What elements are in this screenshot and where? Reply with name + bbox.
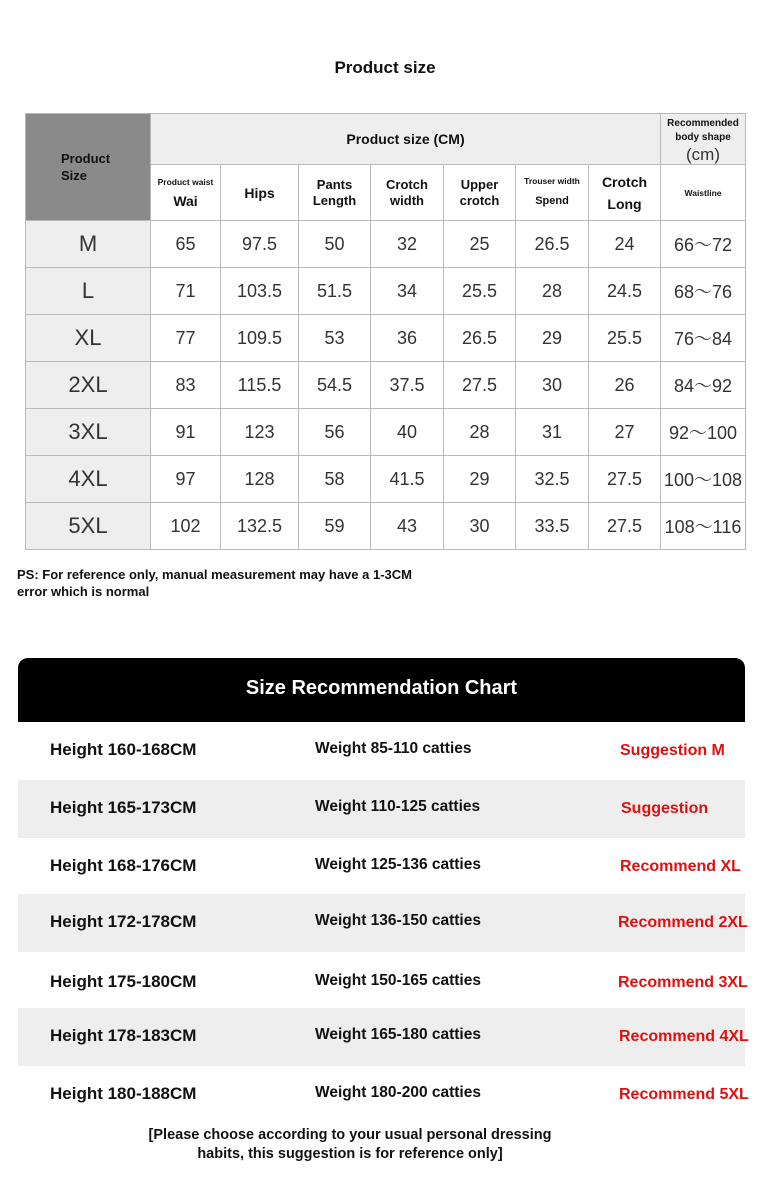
col-header-pants-length-l2: Length bbox=[312, 192, 357, 208]
footer-note-line1: [Please choose according to your usual personal dressing bbox=[148, 1127, 552, 1143]
rec-header-unit: (cm) bbox=[686, 144, 720, 164]
table-row bbox=[26, 268, 746, 315]
col-header-crotch-width-l2: width bbox=[390, 192, 424, 208]
weight-range: Weight 125-136 catties bbox=[315, 856, 481, 873]
table-cell: 27.5 bbox=[444, 362, 516, 409]
height-range: Height 175-180CM bbox=[50, 972, 197, 991]
col-header-hips bbox=[221, 165, 299, 221]
measurement-note-line2: error which is normal bbox=[17, 584, 150, 599]
table-cell: 56 bbox=[299, 409, 371, 456]
table-cell: 30 bbox=[444, 503, 516, 550]
col-header-upper-crotch bbox=[444, 165, 516, 221]
size-recommendation: Suggestion bbox=[621, 800, 709, 817]
table-cell: 26.5 bbox=[516, 221, 589, 268]
weight-range: Weight 150-165 catties bbox=[315, 972, 481, 989]
table-cell: 24.5 bbox=[589, 268, 661, 315]
page-title: Product size bbox=[334, 58, 436, 77]
size-recommendation: Recommend 4XL bbox=[619, 1028, 749, 1045]
table-cell: 33.5 bbox=[516, 503, 589, 550]
col-header-waistline-label: Waistline bbox=[684, 188, 722, 198]
recommendation-row bbox=[18, 1008, 749, 1066]
table-cell: 51.5 bbox=[299, 268, 371, 315]
table-cell: 109.5 bbox=[221, 315, 299, 362]
size-header-line2: Size bbox=[61, 168, 88, 183]
col-header-crotch-long-l2: Long bbox=[607, 195, 642, 212]
col-header-crotch-width-l1: Crotch bbox=[386, 176, 428, 192]
chart-title-banner: Size Recommendation Chart bbox=[18, 658, 745, 722]
table-cell: 27.5 bbox=[589, 456, 661, 503]
measurement-note bbox=[17, 566, 477, 600]
size-label-cell: L bbox=[26, 268, 151, 315]
table-cell: 28 bbox=[516, 268, 589, 315]
table-cell: 100～108 bbox=[661, 456, 746, 503]
col-header-hips-label: Hips bbox=[244, 184, 275, 201]
table-cell: 34 bbox=[371, 268, 444, 315]
size-recommendation: Recommend 2XL bbox=[618, 914, 748, 931]
measurement-note-line1: PS: For reference only, manual measurement may have a 1-3CM bbox=[17, 567, 412, 582]
table-row bbox=[26, 221, 746, 268]
col-header-upper-crotch-l1: Upper bbox=[460, 176, 499, 192]
table-cell: 26 bbox=[589, 362, 661, 409]
rec-header-line1: Recommended bbox=[667, 117, 739, 129]
table-row bbox=[26, 409, 746, 456]
height-range: Height 178-183CM bbox=[50, 1026, 197, 1045]
recommendation-row bbox=[18, 722, 745, 780]
product-size-header: Product size (CM) bbox=[151, 114, 661, 165]
col-header-pants-length bbox=[299, 165, 371, 221]
weight-range: Weight 85-110 catties bbox=[315, 740, 472, 757]
col-header-crotch-width bbox=[371, 165, 444, 221]
size-header-line1: Product bbox=[61, 151, 111, 166]
size-header-cell bbox=[26, 114, 151, 221]
recommendation-row bbox=[18, 780, 745, 838]
size-label-cell: 4XL bbox=[26, 456, 151, 503]
height-range: Height 168-176CM bbox=[50, 856, 197, 875]
recommendation-row bbox=[18, 894, 748, 952]
table-cell: 103.5 bbox=[221, 268, 299, 315]
table-cell: 108～116 bbox=[661, 503, 746, 550]
table-cell: 32.5 bbox=[516, 456, 589, 503]
col-header-trouser-width bbox=[516, 165, 589, 221]
size-recommendation: Suggestion M bbox=[620, 742, 725, 759]
size-label-cell: 5XL bbox=[26, 503, 151, 550]
table-cell: 97 bbox=[151, 456, 221, 503]
table-cell: 31 bbox=[516, 409, 589, 456]
table-cell: 102 bbox=[151, 503, 221, 550]
rec-header-line2: body shape bbox=[675, 131, 731, 143]
table-cell: 24 bbox=[589, 221, 661, 268]
col-header-crotch-long bbox=[589, 165, 661, 221]
size-recommendation: Recommend 3XL bbox=[618, 974, 748, 991]
weight-range: Weight 180-200 catties bbox=[315, 1084, 481, 1101]
col-header-pants-length-l1: Pants bbox=[316, 176, 353, 192]
footer-note-line2: habits, this suggestion is for reference only] bbox=[197, 1146, 503, 1162]
table-cell: 84～92 bbox=[661, 362, 746, 409]
table-cell: 26.5 bbox=[444, 315, 516, 362]
table-row bbox=[26, 315, 746, 362]
size-label-cell: M bbox=[26, 221, 151, 268]
recommendation-row bbox=[18, 954, 748, 1012]
size-table bbox=[25, 113, 746, 550]
table-cell: 40 bbox=[371, 409, 444, 456]
table-cell: 25 bbox=[444, 221, 516, 268]
table-cell: 92～100 bbox=[661, 409, 746, 456]
table-cell: 59 bbox=[299, 503, 371, 550]
recommendation-row bbox=[18, 1066, 749, 1124]
table-cell: 29 bbox=[444, 456, 516, 503]
table-cell: 41.5 bbox=[371, 456, 444, 503]
table-cell: 36 bbox=[371, 315, 444, 362]
table-cell: 25.5 bbox=[444, 268, 516, 315]
col-header-trouser-width-big: Spend bbox=[535, 195, 569, 207]
table-cell: 25.5 bbox=[589, 315, 661, 362]
table-cell: 43 bbox=[371, 503, 444, 550]
col-header-waist-big: Wai bbox=[173, 192, 198, 209]
table-cell: 132.5 bbox=[221, 503, 299, 550]
table-cell: 83 bbox=[151, 362, 221, 409]
col-header-waistline bbox=[661, 165, 746, 221]
weight-range: Weight 165-180 catties bbox=[315, 1026, 481, 1043]
table-cell: 97.5 bbox=[221, 221, 299, 268]
recommendation-row bbox=[18, 838, 745, 896]
table-cell: 66～72 bbox=[661, 221, 746, 268]
table-row bbox=[26, 456, 746, 503]
table-cell: 71 bbox=[151, 268, 221, 315]
col-header-waist-small: Product waist bbox=[157, 176, 214, 187]
size-recommendation: Recommend XL bbox=[620, 858, 741, 875]
table-cell: 27 bbox=[589, 409, 661, 456]
size-label-cell: XL bbox=[26, 315, 151, 362]
recommended-body-shape-header bbox=[661, 114, 746, 165]
table-row bbox=[26, 362, 746, 409]
table-cell: 37.5 bbox=[371, 362, 444, 409]
table-cell: 58 bbox=[299, 456, 371, 503]
table-cell: 50 bbox=[299, 221, 371, 268]
weight-range: Weight 136-150 catties bbox=[315, 912, 481, 929]
table-cell: 54.5 bbox=[299, 362, 371, 409]
table-cell: 123 bbox=[221, 409, 299, 456]
height-range: Height 165-173CM bbox=[50, 798, 197, 817]
col-header-waist bbox=[151, 165, 221, 221]
table-cell: 28 bbox=[444, 409, 516, 456]
table-cell: 91 bbox=[151, 409, 221, 456]
size-label-cell: 3XL bbox=[26, 409, 151, 456]
table-cell: 68～76 bbox=[661, 268, 746, 315]
col-header-crotch-long-l1: Crotch bbox=[601, 173, 648, 190]
height-range: Height 172-178CM bbox=[50, 912, 197, 931]
table-cell: 115.5 bbox=[221, 362, 299, 409]
footer-note bbox=[0, 1126, 700, 1164]
table-cell: 128 bbox=[221, 456, 299, 503]
weight-range: Weight 110-125 catties bbox=[315, 798, 481, 815]
table-cell: 76～84 bbox=[661, 315, 746, 362]
table-cell: 29 bbox=[516, 315, 589, 362]
table-row bbox=[26, 503, 746, 550]
table-cell: 65 bbox=[151, 221, 221, 268]
table-cell: 32 bbox=[371, 221, 444, 268]
table-cell: 27.5 bbox=[589, 503, 661, 550]
table-cell: 30 bbox=[516, 362, 589, 409]
size-recommendation: Recommend 5XL bbox=[619, 1086, 749, 1103]
col-header-trouser-width-small: Trouser width bbox=[524, 176, 580, 186]
size-label-cell: 2XL bbox=[26, 362, 151, 409]
table-cell: 77 bbox=[151, 315, 221, 362]
table-cell: 53 bbox=[299, 315, 371, 362]
height-range: Height 180-188CM bbox=[50, 1084, 197, 1103]
height-range: Height 160-168CM bbox=[50, 740, 197, 759]
col-header-upper-crotch-l2: crotch bbox=[459, 192, 500, 208]
